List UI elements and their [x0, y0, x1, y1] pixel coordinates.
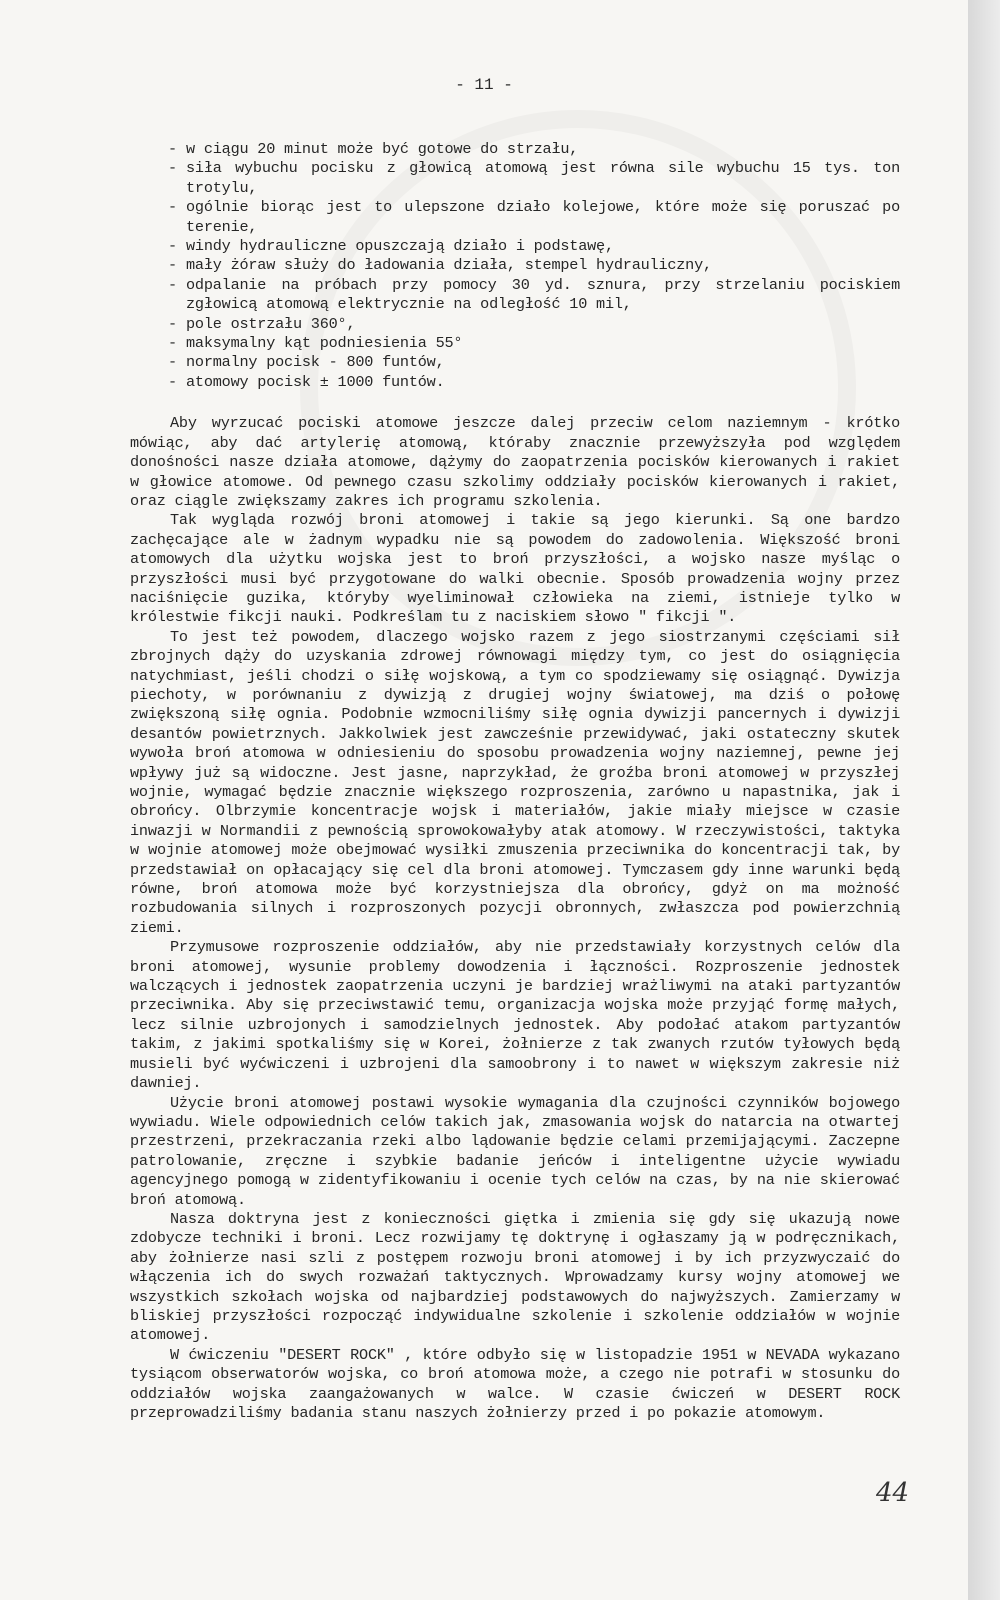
paragraph: Aby wyrzucać pociski atomowe jeszcze dalej przeciw celom naziemnym - krótko mówiąc, aby dać artylerię atomową, któraby znacznie przewyższyła pod względem donośności nasze działa atomowe, dążymy do zaopatrzenia pocisków kierowanych i rakiet w głowice atomowe. Od pewnego czasu szkolimy oddziały pocisków kierowanych i rakiet, oraz ciągle zwiększamy zakres ich programu szkolenia. — [130, 414, 900, 510]
list-item: - windy hydrauliczne opuszczają działo i podstawę, — [168, 237, 900, 256]
handwritten-folio-number: 44 — [876, 1478, 910, 1508]
page-number: - 11 - — [455, 76, 513, 94]
list-item: - odpalanie na próbach przy pomocy 30 yd. sznura, przy strzelaniu pociskiem zgłowicą atomową elektrycznie na odległość 10 mil, — [168, 276, 900, 315]
list-item: - atomowy pocisk ± 1000 funtów. — [168, 373, 900, 392]
list-item: - ogólnie biorąc jest to ulepszone działo kolejowe, które może się poruszać po terenie, — [168, 198, 900, 237]
paragraph: W ćwiczeniu "DESERT ROCK" , które odbyło się w listopadzie 1951 w NEVADA wykazano tysiącom obserwatorów wojska, co broń atomowa może, a czego nie potrafi w stosunku do oddziałów wojska zaangażowanych w walce. W czasie ćwiczeń w DESERT ROCK przeprowadziliśmy badania stanu naszych żołnierzy przed i po pokazie atomowym. — [130, 1345, 900, 1422]
paragraph: Nasza doktryna jest z konieczności giętka i zmienia się gdy się ukazują nowe zdobycze techniki i broni. Lecz rozwijamy tę doktrynę i ogłaszamy ją w podręcznikach, aby żołnierze nasi szli z postępem rozwoju broni atomowej i by ich przyzwyczaić do włączenia ich do swych rozważań taktycznych. Wprowadzamy kursy wojny atomowej we wszystkich szkołach wojska od najbardziej podstawowych do najwyższych. Zamierzamy w bliskiej przyszłości rozpocząć indywidualne szkolenie i szkolenie oddziałów w wojnie atomowej. — [130, 1209, 900, 1345]
list-item: - siła wybuchu pocisku z głowicą atomową jest równa sile wybuchu 15 tys. ton trotylu, — [168, 159, 900, 198]
list-item: - pole ostrzału 360°, — [168, 315, 900, 334]
paragraph: Tak wygląda rozwój broni atomowej i takie są jego kierunki. Są one bardzo zachęcające ale w żadnym wypadku nie są powodem do zadowolenia. Większość broni atomowych dla użytku wojska jest to broń przyszłości, a wojsko nasze myśląc o przyszłości musi być przygotowane do walki obecnie. Sposób prowadzenia wojny przez naciśnięcie guzika, któryby wyeliminował człowieka na ziemi, istnieje tylko w królestwie fikcji nauki. Podkreślam tu z naciskiem słowo " fikcji ". — [130, 511, 900, 627]
document-body — [130, 140, 900, 1423]
list-item: - normalny pocisk - 800 funtów, — [168, 353, 900, 372]
list-item: - w ciągu 20 minut może być gotowe do strzału, — [168, 140, 900, 159]
page-edge — [968, 0, 1000, 1600]
paragraph: Użycie broni atomowej postawi wysokie wymagania dla czujności czynników bojowego wywiadu. Wiele odpowiednich celów takich jak, zmasowania wojsk do natarcia na otwartej przestrzeni, przekraczania rzeki albo lądowanie będzie celami przemijającymi. Zaczepne patrolowanie, zręczne i szybkie badanie jeńców i inteligentne użycie wywiadu agencyjnego pomogą w zidentyfikowaniu i ocenie tych celów na czas, by na nie skierować broń atomową. — [130, 1093, 900, 1209]
specification-list — [168, 140, 900, 392]
body-paragraphs — [130, 414, 900, 1423]
list-item: - mały żóraw służy do ładowania działa, stempel hydrauliczny, — [168, 256, 900, 275]
paragraph: Przymusowe rozproszenie oddziałów, aby nie przedstawiały korzystnych celów dla broni atomowej, wysunie problemy dowodzenia i łączności. Rozproszenie jednostek walczących i jednostek zaopatrzenia uczyni je bardziej wrażliwymi na ataki partyzantów przeciwnika. Aby się przeciwstawić temu, organizacja wojska może przyjąć formę małych, lecz silnie uzbrojonych i samodzielnych jednostek. Aby podołać atakom partyzantów takim, z jakimi spotkaliśmy się w Korei, żołnierze z tak zwanych rzutów tyłowych będą musieli być wyćwiczeni i uzbrojeni dla samoobrony i to nawet w większym zakresie niż dawniej. — [130, 938, 900, 1093]
paragraph: To jest też powodem, dlaczego wojsko razem z jego siostrzanymi częściami sił zbrojnych dąży do uzyskania zdrowej równowagi między tym, co jest do osiągnięcia natychmiast, jeśli chodzi o siłę wojskową, a tym co spodziewamy się osiągnąć. Dywizja piechoty, w porównaniu z dywizją z drugiej wojny światowej, ma dziś o połowę zwiększoną siłę ognia. Podobnie wzmocniliśmy siłę ognia dywizji pancernych i dywizji desantów powietrznych. Jakkolwiek jest zawcześnie przewidywać, jaki ostateczny skutek wywoła broń atomowa w odniesieniu do sposobu prowadzenia wojny naziemnej, pewne jej wpływy już są widoczne. Jest jasne, naprzykład, że groźba broni atomowej w przyszłej wojnie, wymagać będzie znacznie większego rozproszenia, zarówno u napastnika, jak i obrońcy. Olbrzymie koncentracje wojsk i materiałów, jakie miały miejsce w czasie inwazji w Normandii z pewnością sprowokowałyby atak atomowy. W rzeczywistości, taktyka w wojnie atomowej może obejmować wysiłki zmuszenia przeciwnika do koncentracji tak, by przedstawiał on opłacający się cel dla broni atomowej. Tymczasem gdy inne warunki będą równe, broń atomowa może być korzystniejsza dla obrońcy, gdyż on ma możność rozbudowania silnych i rozproszonych pozycji obronnych, zwłaszcza pod powierzchnią ziemi. — [130, 627, 900, 937]
list-item: - maksymalny kąt podniesienia 55° — [168, 334, 900, 353]
